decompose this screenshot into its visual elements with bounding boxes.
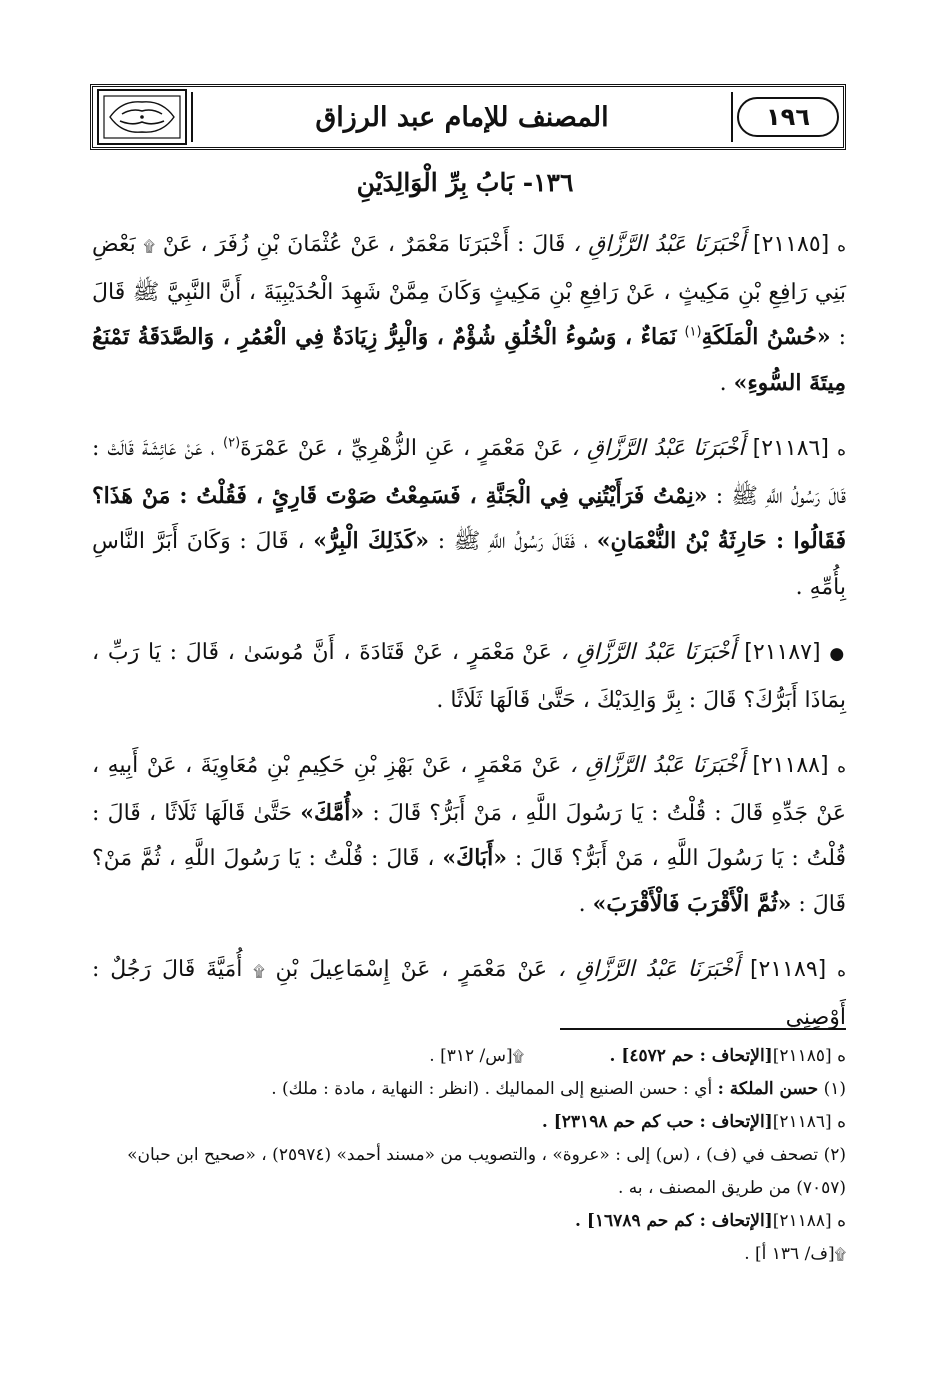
hadith-end: . [719,370,734,396]
hadith-quote: «نِمْتُ فَرَأَيْتُنِي فِي الْجَنَّةِ ، فَسَمِعْتُ صَوْتَ قَارِئٍ ، فَقُلْتُ : مَنْ هَذَا؟ فَقَالُوا : حَارِثَةُ بْنُ النُّعْمَانِ» [92,482,846,554]
footnote-number: [٢١١٨٥] [772,1046,832,1066]
hadith-marker-icon: ه [837,1046,846,1066]
hadith-marker-icon: ه [837,1112,846,1132]
hadith-marker-icon: ه [837,236,846,256]
footnote-label: [الإتحاف : كم حم ١٦٧٨٩] . [575,1211,773,1231]
footnote-item [92,1238,846,1271]
hadith-text: عَنْ مَعْمَرٍ ، عَنِ الزُّهْرِيِّ ، عَنْ عَمْرَةَ [240,436,564,461]
footnote-ref[interactable]: (١) [684,324,702,340]
hadith-marker-icon: ● [829,644,846,664]
hadith-number: [٢١١٨٥] [752,232,830,257]
hadith-21185 [92,222,846,406]
hadith-text: عَنْ مَعْمَرٍ ، عَنْ قَتَادَةَ ، أَنَّ مُوسَىٰ ، قَالَ : يَا رَبِّ ، بِمَاذَا أَبَرُّكَ؟ قَالَ : بِرَّ وَالِدَيْكَ ، حَتَّىٰ قَالَهَا ثَلَاثًا . [92,640,846,713]
footnote-text: أي : حسن الصنيع إلى المماليك . (انظر : النهاية ، مادة : ملك) . [271,1079,713,1099]
hadith-text: قَالَ : أَخْبَرَنَا مَعْمَرٌ ، عَنْ عُثْمَانَ بْنِ زُفَرَ ، عَنْ [162,232,566,257]
hadith-21188 [92,743,846,927]
hadith-quote: «أُمَّكَ» [300,799,365,826]
hadith-isnad: أَخْبَرَنَا عَبْدُ الرَّزَّاقِ ، [569,753,744,778]
manuscript-pin-icon: ۩ [834,1245,846,1263]
page-number-box [736,92,840,142]
hadith-number: [٢١١٨٧] [744,640,821,665]
hadith-number: [٢١١٨٨] [752,753,829,778]
hadith-number: [٢١١٨٩] [749,957,827,982]
running-header [90,84,846,150]
hadith-isnad: أَخْبَرَنَا عَبْدُ الرَّزَّاقِ ، [560,640,736,665]
hadith-quote: «ثُمَّ الْأَقْرَبَ فَالْأَقْرَبَ» [592,890,792,917]
hadith-marker-icon: ه [837,440,846,460]
footnote-index: (١) [823,1079,846,1099]
footnote-item [92,1205,846,1238]
footnote-number: [٢١١٨٦] [772,1112,832,1132]
hadith-isnad: أَخْبَرَنَا عَبْدُ الرَّزَّاقِ ، [558,957,740,982]
hadith-marker-icon: ه [837,757,846,777]
hadith-21186 [92,426,846,610]
hadith-isnad: أَخْبَرَنَا عَبْدُ الرَّزَّاقِ ، [571,436,745,461]
footnote-index: (٢) [823,1145,846,1165]
footnote-item [92,1073,846,1106]
hadith-quote: «كَذَلِكَ الْبِرُّ» [313,528,429,554]
hadith-text: عَنْ مَعْمَرٍ ، عَنْ بَهْزِ بْنِ حَكِيمِ بْنِ مُعَاوِيَةَ ، عَنْ أَبِيهِ ، عَنْ جَدِّهِ قَالَ : قُلْتُ : يَا رَسُولَ اللَّهِ ، مَنْ أَبَرُّ؟ قَالَ : [92,753,846,826]
footnote-label: [الإتحاف : حب كم حم ٢٣١٩٨] . [541,1112,773,1132]
footnote-term: حسن الملكة : [717,1079,819,1099]
footnote-number: [٢١١٨٨] [772,1211,832,1231]
manuscript-pin-icon: ۩ [512,1047,525,1065]
footnotes [92,1040,846,1271]
footnote-item [92,1106,846,1139]
hadith-end: . [578,891,593,917]
hadith-text: ، عَنْ عَائِشَةَ قَالَتْ : قَالَ رَسُولُ اللَّهِ ﷺ : [92,436,847,509]
hadith-text: عَنْ مَعْمَرٍ ، عَنْ إِسْمَاعِيلَ بْنِ [275,957,548,982]
emblem-ornament-icon [102,94,182,140]
hadith-21187 [92,630,846,723]
page-number: ١٩٦ [737,97,839,137]
hadith-isnad: أَخْبَرَنَا عَبْدُ الرَّزَّاقِ ، [573,232,746,257]
book-emblem [97,89,187,145]
chapter-title: ١٣٦- بَابُ بِرِّ الْوَالِدَيْنِ [356,168,574,197]
footnote-text: تصحف في (ف) ، (س) إلى : «عروة» ، والتصويب من «مسند أحمد» (٢٥٩٧٤) ، «صحيح ابن حبان» (٧٠٥٧) من طريق المصنف ، به . [127,1145,846,1198]
footnote-item [92,1139,846,1205]
manuscript-pin-icon: ۩ [143,237,155,255]
footnote-label: [الإتحاف : حم ٤٥٧٢] . [609,1046,773,1066]
hadith-number: [٢١١٨٦] [752,436,829,461]
hadith-text: أُمَيَّةَ قَالَ رَجُلٌ : أَوْصِنِي [92,957,846,1030]
hadith-quote: «حُسْنُ الْمَلَكَةِ [701,324,831,350]
footnote-separator [560,1028,846,1030]
hadith-text: بَعْضِ بَنِي رَافِعِ بْنِ مَكِيثٍ ، عَنْ رَافِعِ بْنِ مَكِيثٍ وَكَانَ مِمَّنْ شَهِدَ الْحُدَيْبِيَةَ ، أَنَّ النَّبِيَّ ﷺ قَالَ : [92,232,846,350]
hadith-text: ، فَقَالَ رَسُولُ اللَّهِ ﷺ : [437,529,589,554]
footnote-ref[interactable]: (٢) [223,435,241,451]
hadith-text: حَتَّىٰ قَالَهَا ثَلَاثًا ، قَالَ : قُلْتُ : يَا رَسُولَ اللَّهِ ، مَنْ أَبَرُّ؟ قَالَ : [92,800,847,871]
footnote-item [92,1040,846,1073]
hadith-quote: نَمَاءٌ ، وَسُوءُ الْخُلُقِ شُؤْمٌ ، وَالْبِرُّ زِيَادَةٌ فِي الْعُمُرِ ، وَالصَّدَقَةُ تَمْنَعُ مِيتَةَ السُّوءِ» [92,324,846,396]
hadith-marker-icon: ه [837,1211,846,1231]
main-text [92,222,846,1060]
footnote-ref-text: [ف/ ١٣٦ أ] . [744,1244,835,1264]
hadith-text: ، قَالَ : وَكَانَ أَبَرَّ النَّاسِ بِأُمِّهِ . [92,529,846,600]
hadith-21189 [92,947,846,1040]
hadith-text: ، قَالَ : قُلْتُ : يَا رَسُولَ اللَّهِ ، ثُمَّ مَنْ؟ قَالَ : [92,846,846,917]
hadith-quote: «أَبَاكَ» [442,845,507,871]
footnote-ref-text: [س/ ٣١٢] . [429,1046,513,1066]
hadith-marker-icon: ه [837,961,847,981]
header-title: المصنف للإمام عبد الرزاق [191,92,733,142]
manuscript-pin-icon: ۩ [253,962,265,980]
